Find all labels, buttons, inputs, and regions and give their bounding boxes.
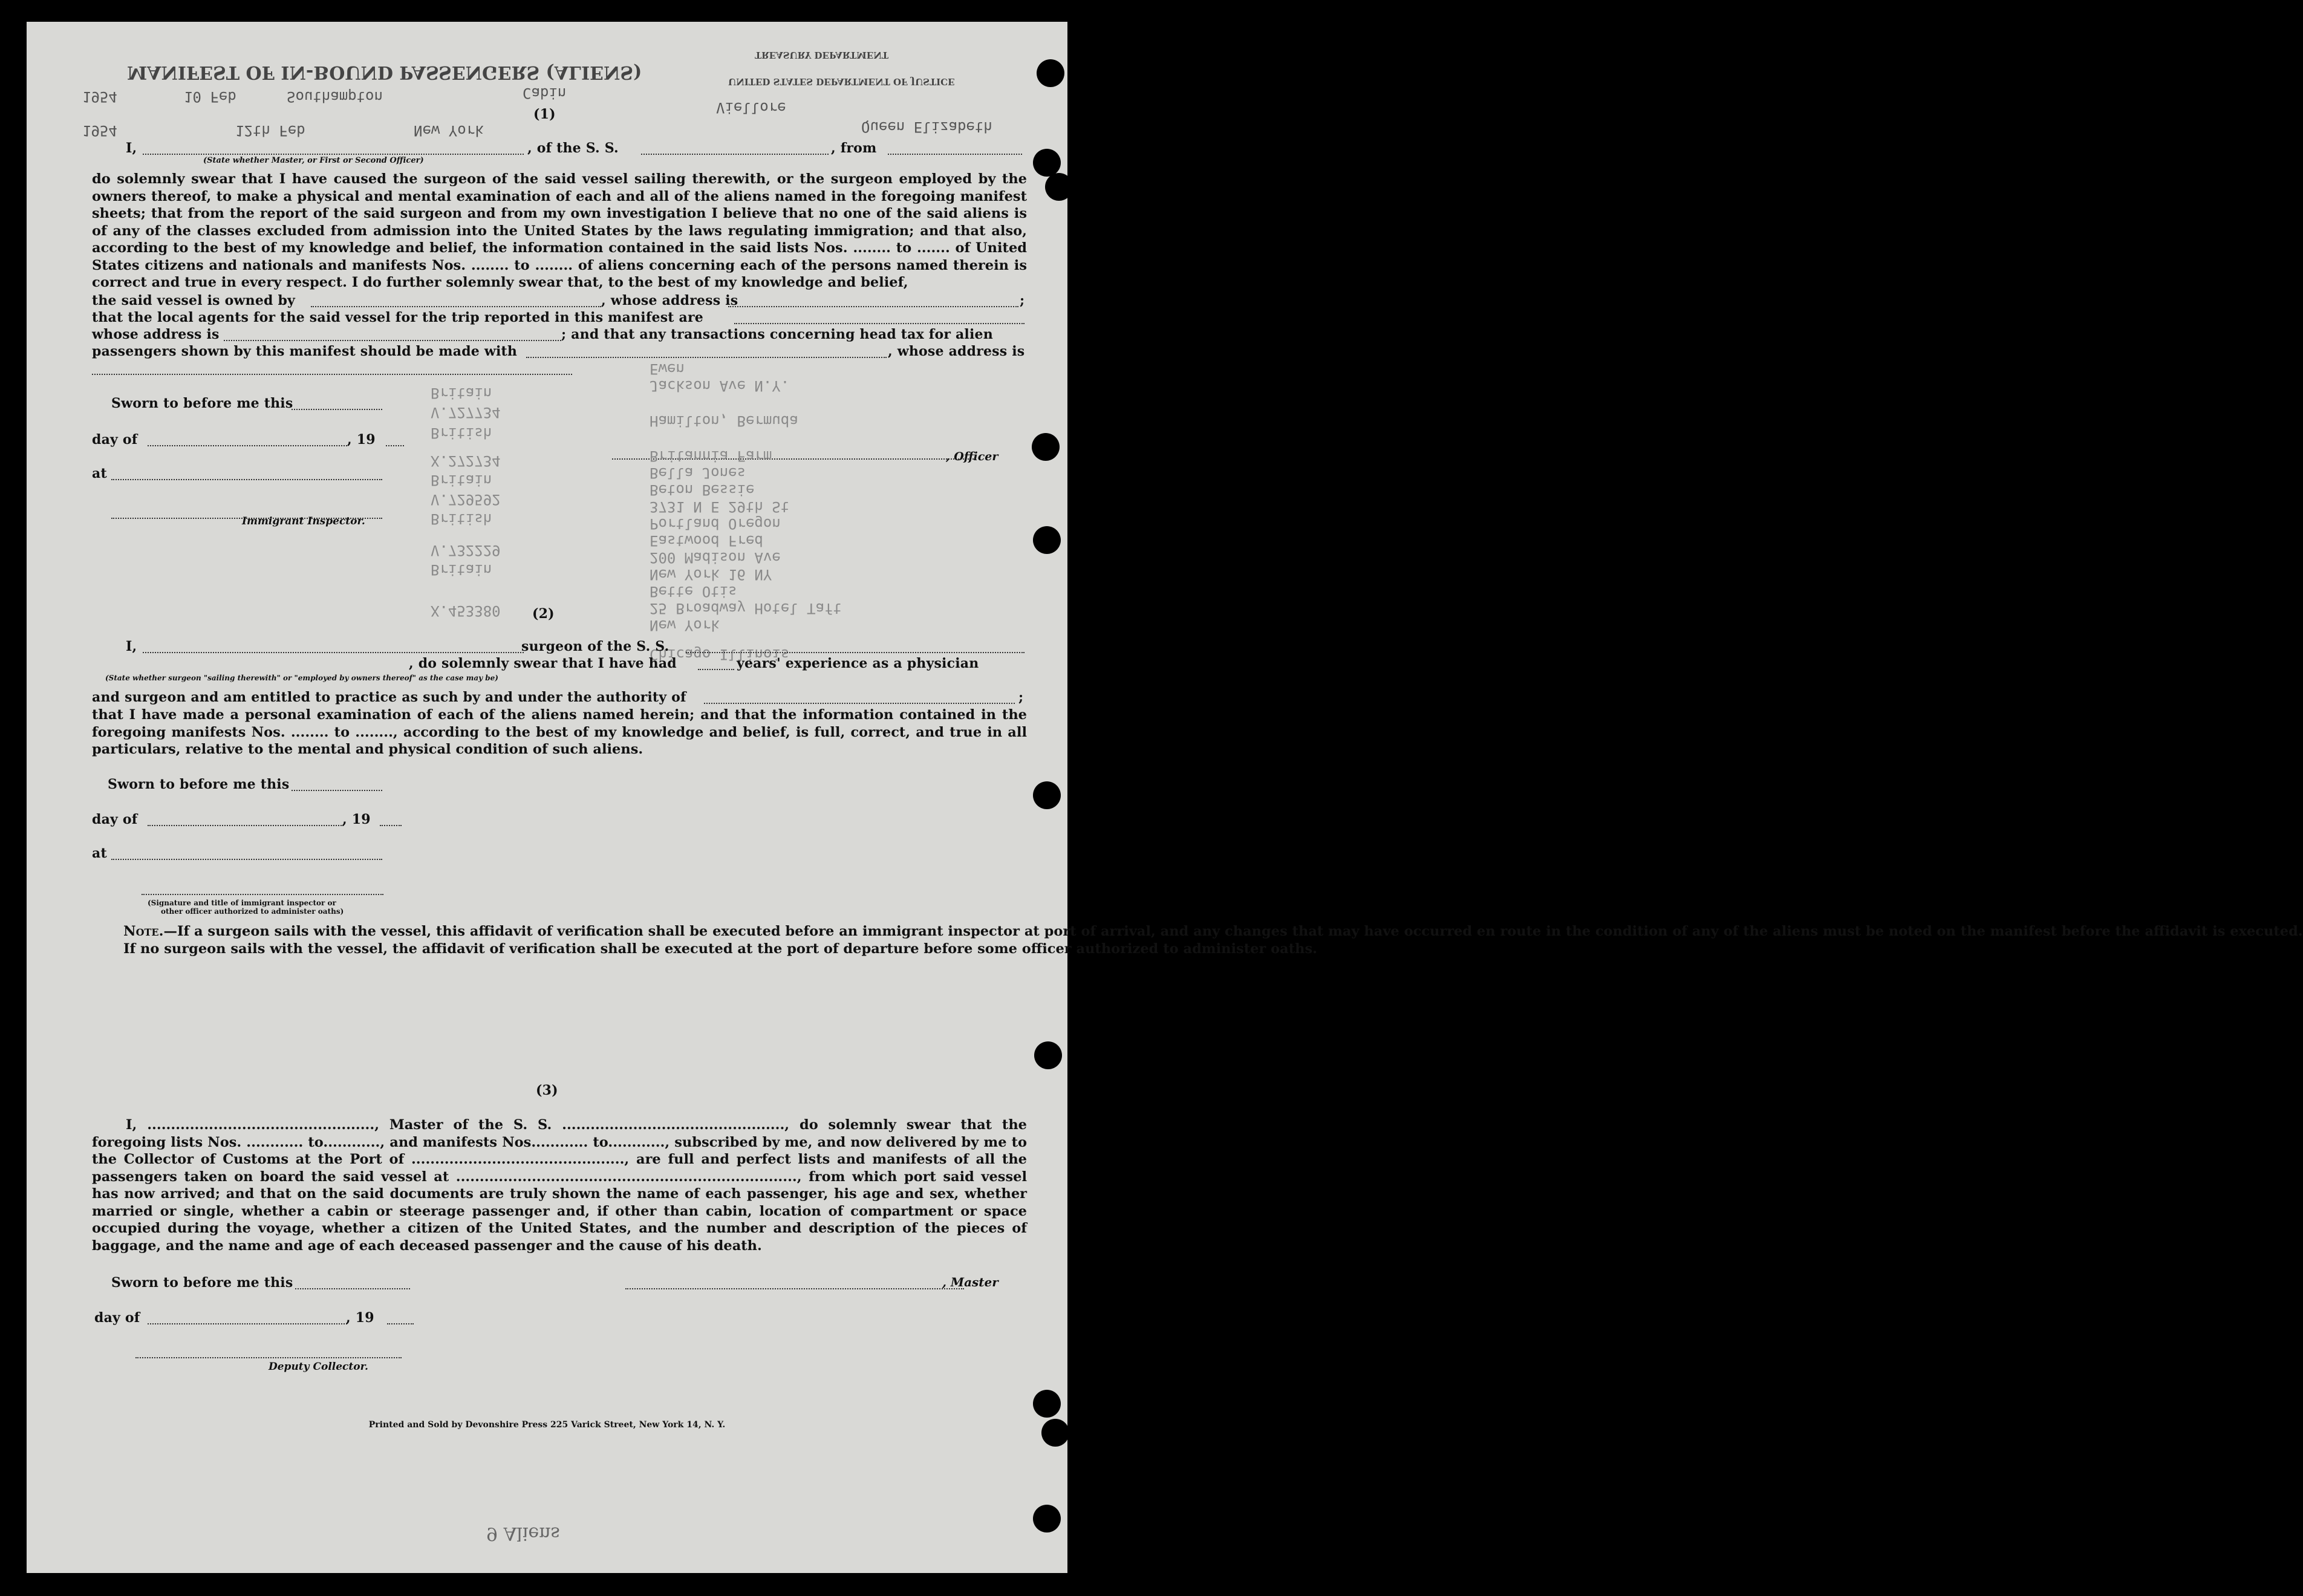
section-2-number: (2): [532, 606, 555, 622]
bleed-line: X.272734: [431, 452, 501, 469]
master-label: , Master: [942, 1275, 998, 1289]
binder-hole: [1032, 433, 1060, 461]
head-tax-address-field[interactable]: [92, 374, 572, 375]
bleed-line: Britain: [431, 561, 492, 578]
mirrored-treasury: TREASURY DEPARTMENT: [755, 50, 889, 60]
owner-address-field[interactable]: [728, 306, 1018, 307]
sworn-day-field-3[interactable]: [295, 1288, 410, 1289]
sworn-day-field-2[interactable]: [292, 790, 382, 791]
bleed-line: Portland Oregon: [650, 515, 781, 532]
bleed-line: Hamilton, Bermuda: [650, 412, 798, 429]
bleed-line: Bette Otis: [650, 583, 737, 600]
from-port-field[interactable]: [888, 154, 1022, 155]
oath-paragraph-2: that I have made a personal examination of each of the aliens named herein; and that the information contained in the foregoing manifests Nos. ........ to ........, according to the best of my knowledge and belief, is full, correct, and true in all particulars, relative to the mental and physical condition of such aliens.: [92, 707, 1027, 757]
sail-year: 1954: [82, 88, 117, 105]
year-field-2[interactable]: [380, 825, 402, 826]
class-value: Cabin: [523, 85, 567, 102]
bleed-line: V.732229: [431, 542, 501, 559]
officer-name: Viellore: [716, 99, 786, 116]
bleed-line: British: [431, 510, 492, 527]
bleed-line: V.727734: [431, 404, 501, 421]
bleed-line: 3731 N E 29th St: [650, 498, 790, 515]
printer-imprint: Printed and Sold by Devonshire Press 225 Varick Street, New York 14, N. Y.: [368, 1420, 726, 1430]
surgeon-vessel-field[interactable]: [686, 652, 1024, 653]
bleed-line: Jackson Ave N.Y.: [650, 377, 790, 394]
sail-date: 10 Feb: [184, 88, 236, 105]
binder-hole: [1033, 526, 1061, 554]
bleed-line: New York: [650, 617, 720, 634]
inspector-signature-field-2[interactable]: [142, 894, 383, 895]
sworn-label-1: Sworn to before me this: [111, 396, 293, 411]
surgeon-of-ss-label: surgeon of the S. S.: [521, 639, 669, 654]
deputy-collector-signature-field[interactable]: [135, 1357, 402, 1358]
sworn-day-field-1[interactable]: [292, 409, 382, 410]
local-agents-field[interactable]: [734, 323, 1024, 324]
immigrant-inspector-label: Immigrant Inspector.: [242, 515, 365, 527]
sworn-label-2: Sworn to before me this: [108, 777, 290, 792]
day-of-field-2[interactable]: [148, 825, 344, 826]
head-tax-label: ; and that any transactions concerning head tax for alien: [561, 327, 993, 342]
at-label-1: at: [92, 466, 107, 481]
bleed-line: Britannia Farm: [650, 448, 772, 464]
arrival-year: 1954: [82, 122, 117, 139]
binder-hole: [1034, 1041, 1062, 1069]
bleed-line: Ewen: [650, 360, 685, 377]
bleed-line: 25 Broadway Hotel Taft: [650, 600, 842, 617]
bleed-column-a: [431, 385, 515, 619]
signature-caption-2: other officer authorized to administer oaths): [161, 907, 344, 916]
owner-address-label: , whose address is: [601, 293, 738, 308]
deputy-collector-label: Deputy Collector.: [269, 1361, 368, 1373]
local-agents-label: that the local agents for the said vessel for the trip reported in this manifest are: [92, 310, 703, 325]
mirrored-justice: UNITED STATES DEPARTMENT OF JUSTICE: [728, 76, 955, 87]
officer-caption: (State whether Master, or First or Second Officer): [203, 156, 424, 165]
note-text-1: —If a surgeon sails with the vessel, this affidavit of verification shall be executed before an immigrant inspector at port of arrival, and any changes that may have occurred en route in the condition of any of the aliens must be noted on the manifest before the affidavit is executed.: [163, 923, 2303, 939]
agent-address-field[interactable]: [224, 340, 561, 341]
binder-hole: [1033, 1505, 1061, 1532]
officer-label: , Officer: [946, 450, 998, 463]
year-label-3: , 19: [346, 1310, 374, 1326]
at-field-1[interactable]: [111, 479, 382, 480]
years-field[interactable]: [698, 669, 734, 670]
day-of-label-3: day of: [94, 1310, 140, 1326]
bleed-column-b: [650, 360, 842, 663]
bleed-line: Chicago Illinois: [650, 646, 790, 663]
i-label: I,: [126, 140, 137, 156]
binder-hole: [1033, 149, 1061, 177]
bleed-line: 200 Madison Ave: [650, 549, 781, 566]
surgeon-caption: (State whether surgeon "sailing therewith" or "employed by owners thereof" as the case may be): [105, 674, 498, 682]
bleed-line: Eastwood Fred: [650, 532, 763, 549]
day-of-field-1[interactable]: [148, 445, 347, 446]
year-field-3[interactable]: [387, 1323, 414, 1324]
ship-name: Queen Elizabeth: [861, 119, 992, 135]
at-field-2[interactable]: [111, 859, 382, 860]
year-label-1: , 19: [347, 432, 376, 448]
surgeon-name-field[interactable]: [143, 652, 524, 653]
year-field-1[interactable]: [386, 445, 404, 446]
binder-hole: [1033, 781, 1061, 809]
head-tax-address-label: , whose address is: [888, 344, 1025, 359]
mirrored-aliens-count: 9 Aliens: [486, 1523, 560, 1544]
binder-hole: [1037, 59, 1064, 87]
day-of-label-2: day of: [92, 812, 138, 827]
from-value: Southampton: [287, 88, 383, 105]
section-1-number: (1): [533, 106, 556, 122]
bleed-line: Bella Jones: [650, 464, 746, 481]
owner-field[interactable]: [311, 306, 601, 307]
arrival-date: 12th Feb: [235, 122, 305, 139]
owned-by-label: the said vessel is owned by: [92, 293, 296, 308]
note-label: Note.: [123, 923, 164, 939]
binder-hole: [1033, 1390, 1061, 1418]
bleed-line: Britain: [431, 472, 492, 489]
note-block: [92, 923, 2303, 957]
practice-label: and surgeon and am entitled to practice as such by and under the authority of: [92, 689, 686, 705]
signature-caption-1: (Signature and title of immigrant inspector or: [148, 899, 336, 907]
bleed-line: British: [431, 425, 492, 441]
binder-hole: [1045, 173, 1073, 201]
section-3-number: (3): [536, 1083, 558, 1098]
passengers-shown-label: passengers shown by this manifest should be made with: [92, 344, 518, 359]
manifest-page: MANIFEST OF IN-BOUND PASSENGERS (ALIENS) TREASURY DEPARTMENT UNITED STATES DEPARTMENT OF JUSTICE Cabin Southampton 10 Feb 1954 Queen Elizabeth New York 12th Feb 1954 Viellore (1) I, , of the S. S. , from (State whether Master, or First or Second Officer) do solemnly swear that I have caused the surgeon of the said vessel sailing therewith, or the surgeon employed by the owners thereof, to make a physical and mental examination of each and all of the aliens named in the foregoing manifest sheets; that from the report of the said surgeon and from my own investigation I believe that no one of the said aliens is of any of the classes excluded from admission into the United States by the laws regulating immigration; and that also, according to the best of my knowledge and belief, the information contained in the said lists Nos. ........ to ....... of United States citizens and nationals and manifests Nos. ........ to ........ of aliens concerning each of the persons named therein is correct and true in every respect. I do further solemnly swear that, to the best of my knowledge and belief, the said vessel is owned by , whose address is ; that the local agents for the said vessel for the trip reported in this manifest are whose address is ; and that any transactions concerning head tax for alien passengers shown by this manifest should be made with , whose address is Sworn to before me this day of , 19 at Immigrant Inspector. , Officer Britain V.727734 British X.272734 Britain V.729592 British V.732229 Britain X.453380 Ewen Jackson Ave N.Y. Hamilton, Bermuda Britannia Farm Bella Jones Beton Bessie 3731 N E 29th St Portland Oregon Eastwood Fred 200 Madison Ave New York 16 NY Bette Otis 25 Broadway Hotel Taft New York Chicago Illinois (2) I, surgeon of the S. S. , do solemnly swear that I have had years' experience as a physician (State whether surgeon "sailing therewith" or "employed by owners thereof" as the case may be) and surgeon and am entitled to practice as such by and under the authority of ; that I have made a personal examination of each of the aliens named herein; and that the information contained in the foregoing manifests Nos. ........ to ........, according to the best of my knowledge and belief, is full, correct, and true in all particulars, relative to the mental and physical condition of such aliens. Sworn to before me this day of , 19 at (Signature and title of immigrant inspector or other officer authorized to administer oaths) Note.—If a surgeon sails with the vessel, this affidavit of verification shall be executed before an immigrant inspector at port of arrival, and any changes that may have occurred en route in the condition of any of the aliens must be noted on the manifest before the affidavit is executed. If no surgeon sails with the vessel, the affidavit of verification shall be executed at the port of departure before some officer authorized to administer oaths. (3) I, ................................................, Master of the S. S. ..............................................., do solemnly swear that the foregoing lists Nos. ............ to............, and manifests Nos............ to............, subscribed by me, and now delivered by me to the Collector of Customs at the Port of ............................................., are full and perfect lists and manifests of all the passengers taken on board the said vessel at ........................................................................, from which port said vessel has now arrived; and that on the said documents are truly shown the name of each passenger, his age and sex, whether married or single, whether a cabin or steerage passenger and, if other than cabin, location of compartment or space occupied during the voyage, whether a citizen of the United States, and the number and description of the pieces of baggage, and the name and age of each deceased passenger and the cause of his death. Sworn to before me this , Master day of , 19 Deputy Collector. Printed and Sold by Devonshire Press 225 Varick Street, New York 14, N. Y. 9 Aliens: [27, 22, 1067, 1573]
bleed-line: X.453380: [431, 602, 501, 619]
i-label-2: I,: [126, 639, 137, 654]
day-of-field-3[interactable]: [148, 1323, 347, 1324]
oath-paragraph-1: do solemnly swear that I have caused the surgeon of the said vessel sailing therewith, or the surgeon employed by the owners thereof, to make a physical and mental examination of each and all of the aliens named in the foregoing manifest sheets; that from the report of the said surgeon and from my own investigation I believe that no one of the said aliens is of any of the classes excluded from admission into the United States by the laws regulating immigration; and that also, according to the best of my knowledge and belief, the information contained in the said lists Nos. ........ to ....... of United States citizens and nationals and manifests Nos. ........ to ........ of aliens concerning each of the persons named therein is correct and true in every respect. I do further solemnly swear that, to the best of my knowledge and belief,: [92, 171, 1027, 290]
bleed-line: V.729592: [431, 491, 501, 508]
oath-paragraph-3: I, ................................................, Master of the S. S. ..............................................., do solemnly swear that the foregoing lists Nos. ............ to............, and manifests Nos............ to............, subscribed by me, and now delivered by me to the Collector of Customs at the Port of ............................................., are full and perfect lists and manifests of all the passengers taken on board the said vessel at ........................................................................, from which port said vessel has now arrived; and that on the said documents are truly shown the name of each passenger, his age and sex, whether married or single, whether a cabin or steerage passenger and, if other than cabin, location of compartment or space occupied during the voyage, whether a citizen of the United States, and the number and description of the pieces of baggage, and the name and age of each deceased passenger and the cause of his death.: [92, 1117, 1027, 1254]
bleed-line: Britain: [431, 385, 492, 402]
bleed-line: New York 16 NY: [650, 566, 772, 583]
do-solemnly-label: , do solemnly swear that I have had: [409, 656, 677, 671]
officer-name-field[interactable]: [143, 154, 524, 155]
day-of-label-1: day of: [92, 432, 138, 448]
bleed-line: Beton Bessie: [650, 481, 755, 498]
from-label: , from: [831, 140, 877, 156]
note-text-2: If no surgeon sails with the vessel, the affidavit of verification shall be executed at the port of departure before some officer authorized to administer oaths.: [123, 940, 1317, 957]
master-signature-field[interactable]: [625, 1288, 964, 1289]
of-ss-label: , of the S. S.: [527, 140, 619, 156]
year-label-2: , 19: [342, 812, 371, 827]
authority-field[interactable]: [704, 703, 1015, 704]
head-tax-party-field[interactable]: [526, 357, 887, 358]
mirrored-title: MANIFEST OF IN-BOUND PASSENGERS (ALIENS): [127, 62, 642, 83]
vessel-name-field[interactable]: [641, 154, 829, 155]
agent-address-label: whose address is: [92, 327, 220, 342]
arrival-port: New York: [414, 122, 484, 139]
years-experience-label: years' experience as a physician: [737, 656, 979, 671]
sworn-label-3: Sworn to before me this: [111, 1275, 293, 1291]
at-label-2: at: [92, 845, 107, 861]
